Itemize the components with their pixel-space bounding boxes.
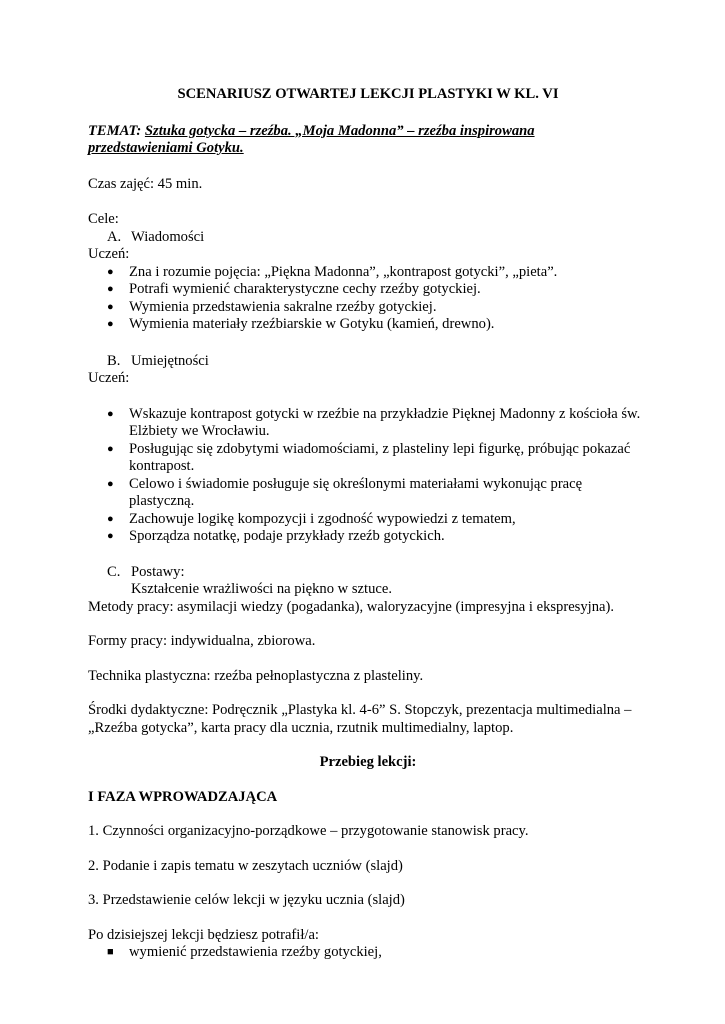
goals-c-letter: C. [107, 563, 121, 580]
bullet-icon: ● [107, 407, 114, 420]
after-lesson-list [88, 944, 648, 962]
list-item: ● Wymienia przedstawienia sakralne rzeźby gotyckiej. [107, 298, 437, 315]
step-3: 3. Przedstawienie celów lekcji w języku ucznia (slajd) [88, 892, 405, 908]
bullet-icon: ● [107, 283, 114, 295]
list-item: ● Posługując się zdobytymi wiadomościami, z plasteliny lepi figurkę, próbując pokazać kontrapost. [107, 440, 631, 474]
goals-label: Cele: [88, 211, 119, 227]
bullet-icon: ● [107, 530, 114, 542]
list-item: ■ wymienić przedstawienia rzeźby gotyckiej, [107, 944, 382, 960]
bullet-icon: ● [107, 477, 114, 490]
work-forms: Formy pracy: indywidualna, zbiorowa. [88, 633, 316, 649]
goals-b-student: Uczeń: [88, 370, 130, 386]
bullet-icon: ● [107, 512, 114, 525]
goals-c-title: Postawy: [131, 563, 185, 580]
phase-heading: I FAZA WPROWADZAJĄCA [88, 788, 278, 805]
document-page [88, 86, 648, 962]
topic-label: TEMAT: [88, 122, 142, 139]
list-item: ● Potrafi wymienić charakterystyczne cechy rzeźby gotyckiej. [107, 281, 481, 297]
list-item: ● Celowo i świadomie posługuje się określonymi materiałami wykonując pracę plastyczną. [107, 475, 583, 509]
goals-c-text: Kształcenie wrażliwości na piękno w sztuce. [131, 581, 392, 597]
goals-b-letter: B. [107, 352, 121, 369]
bullet-icon: ● [107, 265, 114, 278]
goals-a-title: Wiadomości [131, 228, 205, 245]
teaching-methods: Metody pracy: asymilacji wiedzy (pogadanka), waloryzacyjne (impresyjna i ekspresyjna). [88, 598, 614, 615]
teaching-aids: Środki dydaktyczne: Podręcznik „Plastyka kl. 4-6” S. Stopczyk, prezentacja multimedialna – „Rzeźba gotycka”, karta pracy dla ucznia, rzutnik multimedialny, laptop. [88, 702, 632, 736]
after-lesson-intro: Po dzisiejszej lekcji będziesz potrafił/a: [88, 926, 319, 943]
list-item: ● Wymienia materiały rzeźbiarskie w Gotyku (kamień, drewno). [107, 316, 495, 332]
list-item: ● Zachowuje logikę kompozycji i zgodność wypowiedzi z tematem, [107, 510, 516, 527]
goals-a-heading [88, 229, 648, 247]
goals-b-list [88, 406, 648, 546]
step-1: 1. Czynności organizacyjno-porządkowe – przygotowanie stanowisk pracy. [88, 823, 529, 839]
list-item: ● Wskazuje kontrapost gotycki w rzeźbie na przykładzie Pięknej Madonny z kościoła św. Elżbiety we Wrocławiu. [107, 405, 641, 439]
goals-a-letter: A. [107, 228, 122, 245]
topic-text-line2: przedstawieniami Gotyku. [88, 140, 244, 156]
lesson-topic [88, 123, 648, 158]
step-2: 2. Podanie i zapis tematu w zeszytach uczniów (slajd) [88, 857, 403, 874]
document-title: SCENARIUSZ OTWARTEJ LEKCJI PLASTYKI W KL. VI [177, 86, 559, 102]
bullet-icon: ● [107, 442, 114, 455]
art-technique: Technika plastyczna: rzeźba pełnoplastyczna z plasteliny. [88, 667, 424, 684]
bullet-icon: ● [107, 300, 114, 313]
goals-a-student: Uczeń: [88, 246, 130, 262]
goals-b-heading [88, 353, 648, 371]
lesson-duration: Czas zajęć: 45 min. [88, 175, 203, 192]
topic-text-line1: Sztuka gotycka – rzeźba. „Moja Madonna” – rzeźba inspirowana [144, 122, 535, 139]
list-item: ● Zna i rozumie pojęcia: „Piękna Madonna”, „kontrapost gotycki”, „pieta”. [107, 263, 558, 280]
list-item: ● Sporządza notatkę, podaje przykłady rzeźb gotyckich. [107, 528, 445, 544]
goals-c-heading [88, 564, 648, 582]
square-bullet-icon: ■ [107, 946, 114, 958]
lesson-course-heading: Przebieg lekcji: [319, 754, 417, 770]
goals-b-title: Umiejętności [131, 352, 209, 369]
bullet-icon: ● [107, 318, 114, 330]
goals-a-list [88, 264, 648, 334]
